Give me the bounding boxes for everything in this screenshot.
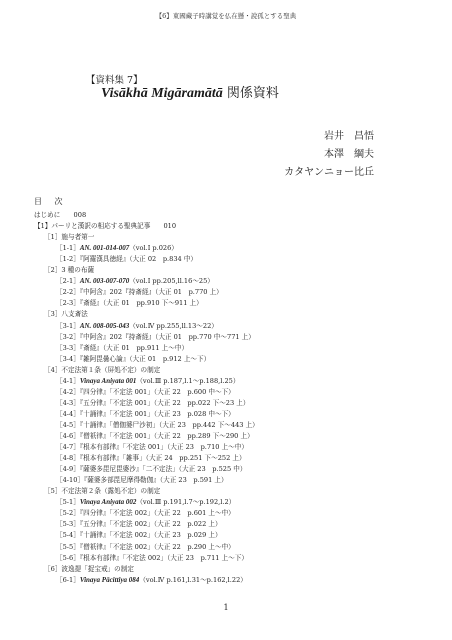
- running-header: 【6】東國藏子時講覚を仏在懸・說孤とする聖典: [155, 12, 297, 20]
- toc-entry-text: ［6］波逸提「捉宝戒」の制定: [44, 564, 134, 573]
- toc-entry-source: Vinaya Pācittiya 084: [79, 575, 140, 584]
- toc-entry-source: AN. 008-005-043: [79, 321, 130, 330]
- toc-entry: [44, 486, 160, 496]
- toc-entry-number: ［3-1］: [56, 321, 80, 330]
- toc-entry-text: ［5］不定法第２条（露処不定）の制定: [44, 487, 161, 496]
- toc-entry: [56, 553, 248, 563]
- toc-entry-text: ［5-2］『四分律』「不定法 002」（大正 22 p.601 上～中）: [56, 509, 235, 518]
- toc-entry-text: ［4-3］『五分律』「不定法 001」（大正 22 pp.022 下～23 上）: [56, 398, 250, 407]
- toc-entry: [56, 287, 223, 297]
- toc-entry-text: ［4-5］『十誦律』「僧伽婆尸沙初」（大正 23 pp.442 下～443 上）: [56, 420, 259, 429]
- toc-entry: [56, 398, 249, 408]
- toc-entry-text: ［2］3 種の布薩: [44, 266, 95, 275]
- toc-entry-number: ［1-1］: [56, 244, 80, 253]
- toc-entry: [56, 276, 214, 286]
- toc-entry: [44, 564, 134, 574]
- toc-entry-text: （vol.Ⅲ p.187,l.1～p.188,l.25）: [136, 376, 240, 385]
- toc-entry: [56, 298, 203, 308]
- toc-entry: [56, 254, 197, 264]
- toc-entry-text: ［5-6］『根本有部律』「不定法 002」（大正 23 p.711 上～下）: [56, 553, 248, 562]
- toc-entry: [56, 409, 235, 419]
- toc-entry: [56, 453, 246, 463]
- toc-entry-text: 【1】パーリと漢訳の相応する聖典記事 010: [34, 222, 177, 231]
- toc-entry: [44, 309, 88, 319]
- toc-entry: [56, 530, 222, 540]
- toc-entry-text: ［5-4］『十誦律』「不定法 002」（大正 23 p.029 上）: [56, 531, 222, 540]
- toc-entry-number: ［4-1］: [56, 376, 80, 385]
- toc-entry-text: ［3-4］『雑阿毘曇心論』（大正 01 p.912 上～下）: [56, 354, 211, 363]
- toc-entry-text: ［4］不定法第１条（屏処不定）の制定: [44, 365, 161, 374]
- toc-entry-source: Vinaya Aniyata 002: [79, 498, 137, 507]
- toc-entry-text: ［4-4］『十誦律』「不定法 001」（大正 23 p.028 中～下）: [56, 409, 235, 418]
- toc-heading: 目 次: [34, 197, 68, 206]
- toc-entry: [44, 265, 94, 275]
- author-2: 本澤 綱夫: [324, 149, 374, 160]
- toc-entry: [34, 210, 86, 220]
- toc-entry: [56, 332, 255, 342]
- toc-entry: [56, 442, 248, 452]
- page-number: 1: [223, 603, 229, 612]
- toc-entry: [34, 221, 176, 231]
- document-title: [101, 82, 279, 102]
- toc-entry-text: ［1］施与者第一: [44, 233, 95, 242]
- author-1: 岩井 昌悟: [324, 131, 374, 142]
- toc-entry-text: ［1-2］『阿羅漢具徳経』（大正 02 p.834 中）: [56, 255, 198, 264]
- toc-entry-text: ［3-2］『中阿含』202『持斎経』（大正 01 pp.770 中～771 上）: [56, 332, 255, 341]
- toc-entry-text: （vol.Ⅲ p.191,l.7～p.192,l.2）: [136, 498, 236, 507]
- toc-entry: [56, 508, 235, 518]
- toc-entry: [56, 343, 188, 353]
- toc-entry: [56, 497, 235, 507]
- toc-entry-text: ［5-5］『僧祇律』「不定法 002」（大正 22 p.290 上～中）: [56, 542, 235, 551]
- toc-entry: [56, 387, 235, 397]
- title-italic: Visākhā Migāramātā: [101, 86, 223, 101]
- toc-entry-text: ［3-3］『斎経』（大正 01 pp.911 上～中）: [56, 343, 189, 352]
- toc-entry-text: ［4-8］『根本有部律』「雑事」（大正 24 pp.251 下～252 上）: [56, 454, 246, 463]
- toc-entry: [56, 420, 259, 430]
- toc-entry: [56, 519, 222, 529]
- toc-entry-text: ［4-2］『四分律』「不定法 001」（大正 22 p.600 中～下）: [56, 387, 235, 396]
- toc-entry: [44, 365, 160, 375]
- toc-entry: [56, 354, 210, 364]
- toc-entry: [56, 243, 178, 253]
- toc-entry-text: ［4-10］『薩婆多部毘尼摩得勒伽』（大正 23 p.591 上）: [56, 476, 228, 485]
- toc-entry-source: AN. 001-014-007: [79, 244, 130, 253]
- author-3: カタヤンニョー比丘: [284, 167, 374, 178]
- toc-entry-text: ［4-9］『薩婆多毘尼毘婆沙』「二不定法」（大正 23 p.525 中）: [56, 465, 247, 474]
- toc-entry: [56, 464, 246, 474]
- toc-entry-number: ［2-1］: [56, 277, 80, 286]
- toc-entry: [56, 542, 235, 552]
- toc-entry-number: ［6-1］: [56, 575, 80, 584]
- toc-entry-text: ［3］八支斎法: [44, 310, 88, 319]
- toc-entry: [44, 232, 94, 242]
- toc-entry: [56, 321, 218, 331]
- toc-entry-text: （vol.Ⅳ pp.255,ll.13～22）: [129, 321, 218, 330]
- toc-entry: [56, 575, 247, 585]
- toc-entry-text: （vol.Ⅰ p.026）: [129, 244, 178, 253]
- toc-entry-text: ［4-7］『根本有部律』「不定法 001」（大正 23 p.710 上～中）: [56, 443, 248, 452]
- toc-entry: [56, 376, 239, 386]
- toc-entry-text: ［5-3］『五分律』「不定法 002」（大正 22 p.022 上）: [56, 520, 222, 529]
- toc-entry-text: （vol.Ⅳ p.161,l.31～p.162,l.22）: [139, 575, 247, 584]
- toc-entry-number: ［5-1］: [56, 498, 80, 507]
- toc-entry: [56, 475, 228, 485]
- toc-entry-text: （vol.Ⅰ pp.205,ll.16～25）: [129, 277, 214, 286]
- toc-entry-text: ［2-3］『斎経』（大正 01 pp.910 下～911 上）: [56, 299, 203, 308]
- toc-entry-source: Vinaya Aniyata 001: [79, 376, 137, 385]
- toc-entry-text: ［4-6］『僧祇律』「不定法 001」（大正 22 pp.289 下～290 上）: [56, 432, 254, 440]
- toc-entry-text: ［2-2］『中阿含』202『持斎経』（大正 01 p.770 上）: [56, 288, 223, 297]
- toc-entry: [56, 431, 254, 441]
- toc-entry-source: AN. 003-007-070: [79, 277, 130, 286]
- collection-label: 【資料集 7】: [86, 75, 143, 86]
- toc-entry-text: はじめに 008: [34, 211, 87, 219]
- title-suffix: 関係資料: [222, 86, 279, 101]
